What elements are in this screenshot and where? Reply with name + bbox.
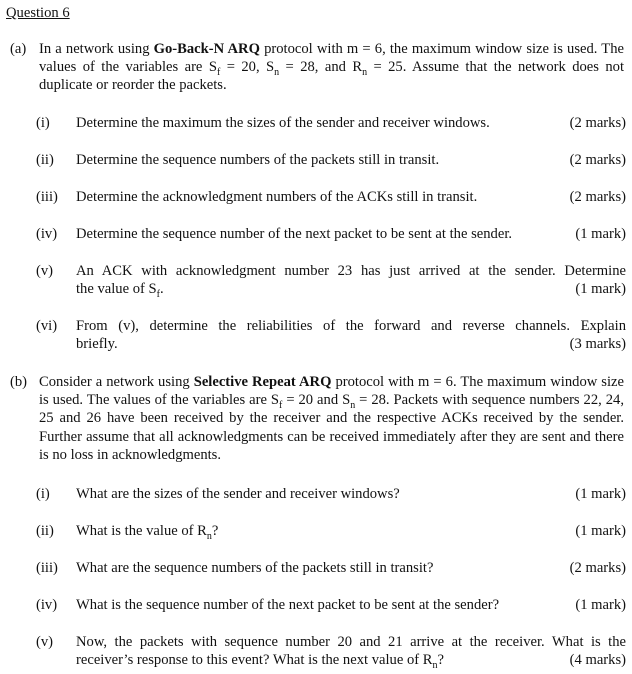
question-label: (v) xyxy=(36,263,54,279)
question-label: (iii) xyxy=(36,189,58,205)
question-text: Determine the acknowledgment numbers of the ACKs still in transit. xyxy=(76,189,478,205)
question-text: Determine the maximum the sizes of the sender and receiver windows. xyxy=(76,115,490,131)
question-marks: (1 mark) xyxy=(575,281,626,297)
part-a-text: In a network using Go-Back-N ARQ protocol with m = 6, the maximum window size is used. The values of the variables are $S_f = 20$, $S_n = 28$, and $R_n = 25$. Assume that the network does not duplicate or reorder the packets. xyxy=(39,41,625,94)
question-marks: (2 marks) xyxy=(569,189,626,205)
question-text: What is the value of $R_n$? xyxy=(76,523,219,542)
question-title: Question 6 xyxy=(6,5,70,21)
question-label: (iii) xyxy=(36,560,58,576)
question-text: An ACK with acknowledgment number 23 has just arrived at the sender. Determine the value of $S_f$. xyxy=(76,263,626,301)
question-label: (vi) xyxy=(36,318,58,334)
question-marks: (1 mark) xyxy=(575,523,626,539)
question-marks: (1 mark) xyxy=(575,486,626,502)
question-label: (iv) xyxy=(36,597,58,613)
part-a-intro xyxy=(10,40,624,100)
question-text: From (v), determine the reliabilities of the forward and reverse channels. Explain briefly. xyxy=(76,318,626,353)
part-b-text: Consider a network using Selective Repeat ARQ protocol with m = 6. The maximum window size is used. The values of the variables are $S_f = 20$ and $S_n = 28$. Packets with sequence numbers 22, 24, 25 and 26 have been received by the receiver and the respective ACKs received by the sender. Further assume that all acknowledgments can be received immediately after they are sent and there is no loss in acknowledgments. xyxy=(39,374,625,463)
question-text: What is the sequence number of the next packet to be sent at the sender? xyxy=(76,597,500,613)
part-b-intro xyxy=(10,373,624,468)
question-label: (i) xyxy=(36,486,50,502)
question-text: Determine the sequence numbers of the packets still in transit. xyxy=(76,152,440,168)
question-text: What are the sequence numbers of the packets still in transit? xyxy=(76,560,434,576)
question-marks: (1 mark) xyxy=(575,597,626,613)
question-text: Now, the packets with sequence number 20 and 21 arrive at the receiver. What is the receiver’s response to this event? What is the next value of $R_n$? xyxy=(76,634,626,672)
question-text: What are the sizes of the sender and receiver windows? xyxy=(76,486,400,502)
question-label: (ii) xyxy=(36,152,54,168)
question-label: (v) xyxy=(36,634,54,650)
question-label: (i) xyxy=(36,115,50,131)
question-marks: (2 marks) xyxy=(569,152,626,168)
part-b-label: (b) xyxy=(10,374,28,390)
part-a-label: (a) xyxy=(10,41,27,57)
question-label: (ii) xyxy=(36,523,54,539)
question-marks: (1 mark) xyxy=(575,226,626,242)
question-marks: (3 marks) xyxy=(569,336,626,352)
question-marks: (2 marks) xyxy=(569,115,626,131)
question-marks: (2 marks) xyxy=(569,560,626,576)
question-marks: (4 marks) xyxy=(569,652,626,668)
question-label: (iv) xyxy=(36,226,58,242)
question-text: Determine the sequence number of the next packet to be sent at the sender. xyxy=(76,226,513,242)
